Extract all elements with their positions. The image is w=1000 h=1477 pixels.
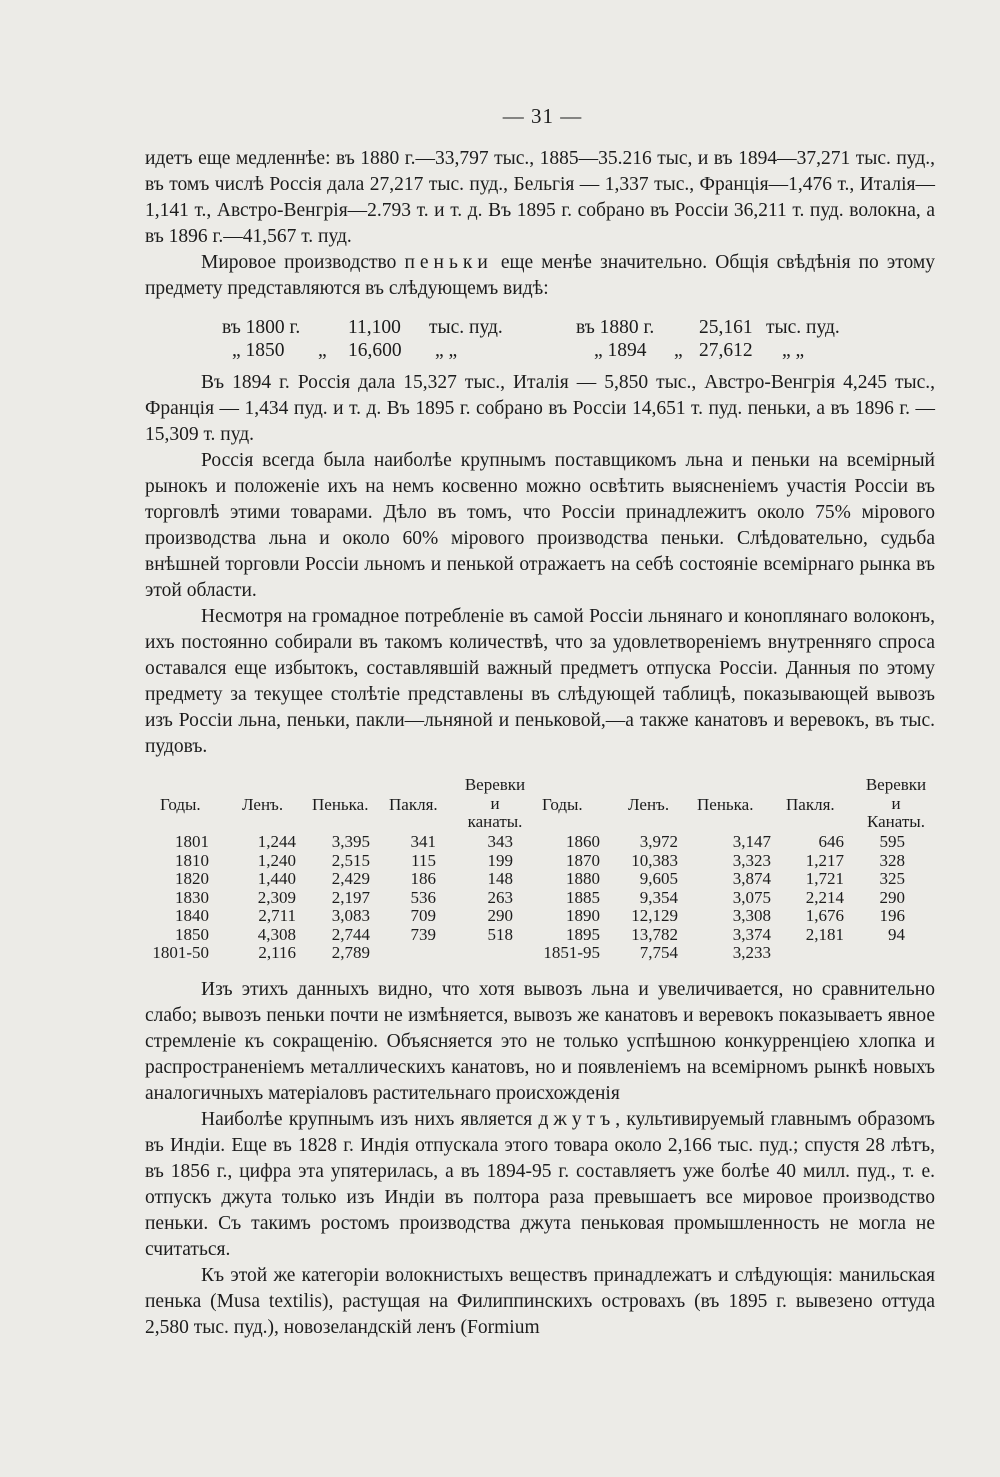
cell-ropes: 94: [888, 924, 905, 944]
paragraph-russia: Россія всегда была наиболѣе крупнымъ поставщикомъ льна и пеньки на всемірный рынокъ и положеніе ихъ на немъ косвенно можно освѣтить выясненіемъ участія Россіи въ торговлѣ этими товарами. Дѣло въ томъ, что Россіи принадлежитъ около 75% мірового производства льна и около 60% мірового производства пеньки. Слѣдовательно, судьба внѣшней торговли Россіи льномъ и пенькой отражаетъ на себѣ состояніе всемірнаго рынка въ этой области.: [145, 450, 935, 601]
cell-year: 1850: [175, 924, 209, 944]
cell-flax: 2,711: [258, 906, 296, 925]
text-block-top: [145, 146, 935, 302]
col-header-hemp: Пенька.: [697, 795, 754, 814]
col-header-ropes-line2: и: [490, 793, 500, 813]
paragraph-world-hemp: [145, 250, 935, 302]
stat-value: 11,100: [348, 317, 401, 338]
cell-year: 1880: [566, 869, 600, 888]
cell-hemp: 2,197: [331, 887, 370, 907]
paragraph-export: Несмотря на громадное потребленіе въ самой Россіи льнянаго и коноплянаго волоконъ, ихъ постоянно собирали въ такомъ количествѣ, что за удовлетвореніемъ внутренняго спроса оставался еще избытокъ, составлявшій важный предметъ отпуска Россіи. Данныя по этому предмету за текущее столѣтіе представлены въ слѣдующей таблицѣ, показывающей вывозъ изъ Россіи льна, пеньки, пакли—льняной и пеньковой,—а также канатовъ и веревокъ, въ тыс. пудовъ.: [145, 606, 935, 757]
stat-unit: „ „: [435, 340, 458, 361]
cell-flax: 1,240: [257, 850, 296, 870]
col-header-tow: Пакля.: [389, 795, 438, 814]
cell-tow: 646: [818, 832, 844, 851]
cell-hemp: 3,308: [732, 906, 771, 925]
col-header-ropes: [450, 776, 540, 832]
cell-year: 1830: [175, 887, 209, 907]
cell-tow: 115: [411, 850, 436, 870]
cell-hemp: 2,429: [331, 869, 370, 888]
cell-flax: 1,440: [257, 869, 296, 888]
cell-year: 1895: [566, 924, 600, 944]
cell-hemp: 3,323: [732, 850, 771, 870]
cell-flax: 10,383: [631, 850, 678, 870]
stat-value: 16,600: [348, 340, 402, 361]
cell-tow: 709: [410, 906, 436, 925]
hemp-production-stats: [222, 316, 862, 362]
stat-ditto: „: [674, 340, 683, 361]
cell-flax: 2,309: [257, 887, 296, 907]
cell-hemp: 3,233: [732, 943, 771, 962]
col-header-ropes-line1: Веревки: [865, 775, 927, 794]
cell-ropes: 343: [487, 832, 513, 851]
cell-ropes: 518: [487, 924, 513, 944]
cell-hemp: 3,083: [331, 906, 370, 925]
cell-tow: 1,217: [805, 850, 844, 870]
cell-year: 1801-50: [152, 943, 209, 962]
cell-hemp: 3,147: [732, 832, 771, 851]
text-block-bottom: [145, 977, 935, 1341]
cell-ropes: 290: [879, 887, 905, 907]
cell-flax: 7,754: [639, 943, 678, 962]
text-block-middle: [145, 370, 935, 760]
stat-year: въ 1800 г.: [222, 317, 301, 338]
paragraph-conclusion: Изъ этихъ данныхъ видно, что хотя вывозъ льна и увеличивается, но сравнительно слабо; вывозъ пеньки почти не измѣняется, вывозъ же канатовъ и веревокъ показываетъ явное стремленіе къ сокращенію. Объясняется это не только успѣшною конкурренціею хлопка и распространеніемъ металлическихъ канатовъ, но и появленіемъ на всемірномъ рынкѣ новыхъ аналогичныхъ матеріаловъ растительнаго происхожденія: [145, 979, 935, 1104]
stats-row: [222, 316, 862, 339]
paragraph-jute-part1: Наиболѣе крупнымъ изъ нихъ является: [201, 1109, 539, 1130]
page-number: — 31 —: [502, 104, 583, 128]
cell-year: 1851-95: [543, 943, 600, 962]
cell-tow: 1,721: [805, 869, 844, 888]
stats-row: [222, 339, 862, 362]
cell-ropes: 595: [879, 832, 905, 851]
cell-hemp: 3,874: [732, 869, 771, 888]
cell-tow: 1,676: [805, 906, 844, 925]
stat-value: 25,161: [699, 317, 753, 338]
paragraph-world-hemp-part1: Мировое производство: [201, 252, 405, 273]
cell-ropes: 263: [487, 887, 513, 907]
cell-year: 1840: [175, 906, 209, 925]
cell-year: 1820: [175, 869, 209, 888]
cell-tow: 341: [410, 832, 436, 851]
cell-tow: 2,214: [805, 887, 844, 907]
cell-tow: 2,181: [805, 924, 844, 944]
cell-hemp: 3,075: [732, 887, 771, 907]
col-header-ropes-line1: Веревки: [464, 775, 526, 794]
cell-tow: 186: [410, 869, 436, 888]
col-header-flax: Ленъ.: [242, 795, 284, 814]
paragraph-intro: идетъ еще медленнѣе: въ 1880 г.—33,797 тыс., 1885—35.216 тыс, и въ 1894—37,271 тыс. пуд., въ томъ числѣ Россія дала 27,217 тыс. пуд., Бельгія — 1,337 тыс., Франція—1,476 т., Италія—1,141 т., Австро-Венгрія—2.793 т. и т. д. Въ 1895 г. собрано въ Россіи 36,211 т. пуд. волокна, а въ 1896 г.—41,567 т. пуд.: [145, 148, 935, 247]
cell-year: 1885: [566, 887, 600, 907]
cell-ropes: 148: [487, 869, 513, 888]
paragraph-jute: [145, 1107, 935, 1263]
cell-tow: 739: [410, 924, 436, 944]
col-header-hemp: Пенька.: [312, 795, 369, 814]
stat-unit: „ „: [782, 340, 805, 361]
cell-tow: 536: [410, 887, 436, 907]
cell-year: 1860: [566, 832, 600, 851]
stat-unit: тыс. пуд.: [766, 317, 840, 338]
cell-flax: 4,308: [257, 924, 296, 944]
cell-flax: 1,244: [257, 832, 296, 851]
col-header-ropes: [846, 776, 946, 832]
cell-flax: 9,605: [639, 869, 678, 888]
cell-year: 1810: [175, 850, 209, 870]
col-header-flax: Ленъ.: [628, 795, 670, 814]
col-header-years: Годы.: [160, 795, 201, 814]
cell-flax: 13,782: [631, 924, 678, 944]
cell-hemp: 2,789: [331, 943, 370, 962]
cell-ropes: 199: [487, 850, 513, 870]
cell-ropes: 325: [879, 869, 905, 888]
cell-hemp: 3,374: [732, 924, 771, 944]
col-header-ropes-line3: Канаты.: [867, 812, 925, 831]
cell-ropes: 196: [879, 906, 905, 925]
cell-hemp: 2,515: [331, 850, 370, 870]
cell-flax: 12,129: [631, 906, 678, 925]
cell-flax: 3,972: [639, 832, 678, 851]
cell-year: 1890: [566, 906, 600, 925]
paragraph-manila: Къ этой же категоріи волокнистыхъ веществъ принадлежатъ и слѣдующія: манильская пенька (Musa textilis), растущая на Филиппинскихъ островахъ (въ 1895 г. вывезено оттуда 2,580 тыс. пуд.), новозеландскій ленъ (Formium: [145, 1265, 935, 1338]
stat-value: 27,612: [699, 340, 753, 361]
col-header-ropes-line2: и: [891, 793, 901, 813]
spaced-word-hemp: пеньки: [404, 252, 493, 273]
stat-year: въ 1880 г.: [576, 317, 655, 338]
paragraph-1894: Въ 1894 г. Россія дала 15,327 тыс., Италія — 5,850 тыс., Австро-Венгрія 4,245 тыс., Франція — 1,434 пуд. и т. д. Въ 1895 г. собрано въ Россіи 14,651 т. пуд. пеньки, а въ 1896 г. — 15,309 т. пуд.: [145, 372, 935, 445]
cell-flax: 9,354: [639, 887, 678, 907]
cell-year: 1870: [566, 850, 600, 870]
stat-unit: тыс. пуд.: [429, 317, 503, 338]
cell-ropes: 328: [879, 850, 905, 870]
col-header-ropes-line3: канаты.: [467, 812, 523, 831]
cell-ropes: 290: [487, 906, 513, 925]
stat-year: „ 1850: [232, 340, 285, 361]
cell-flax: 2,116: [258, 943, 296, 962]
cell-hemp: 3,395: [331, 832, 370, 851]
col-header-years: Годы.: [542, 795, 583, 814]
paragraph-jute-part2: , культивируемый главнымъ образомъ въ Индіи. Еще въ 1828 г. Индія отпускала этого товара около 2,166 тыс. пуд.; спустя 28 лѣтъ, въ 1856 г., цифра эта упятерилась, а въ 1894-95 г. составляетъ уже болѣе 40 милл. пуд., т. е. отпускъ джута только изъ Индіи въ полтора раза превышаетъ все мировое производство пеньки. Съ такимъ ростомъ производства джута пеньковая промышленность не могла не считаться.: [145, 1109, 936, 1260]
cell-year: 1801: [175, 832, 209, 851]
paragraph-world-hemp-part2: еще менѣе значительно. Общія свѣдѣнія по этому предмету представляются въ слѣдующемъ видѣ:: [145, 252, 936, 299]
stat-ditto: „: [318, 340, 327, 361]
cell-hemp: 2,744: [331, 924, 370, 944]
stat-year: „ 1894: [594, 340, 647, 361]
spaced-word-jute: джутъ: [538, 1109, 616, 1130]
col-header-tow: Пакля.: [786, 795, 835, 814]
